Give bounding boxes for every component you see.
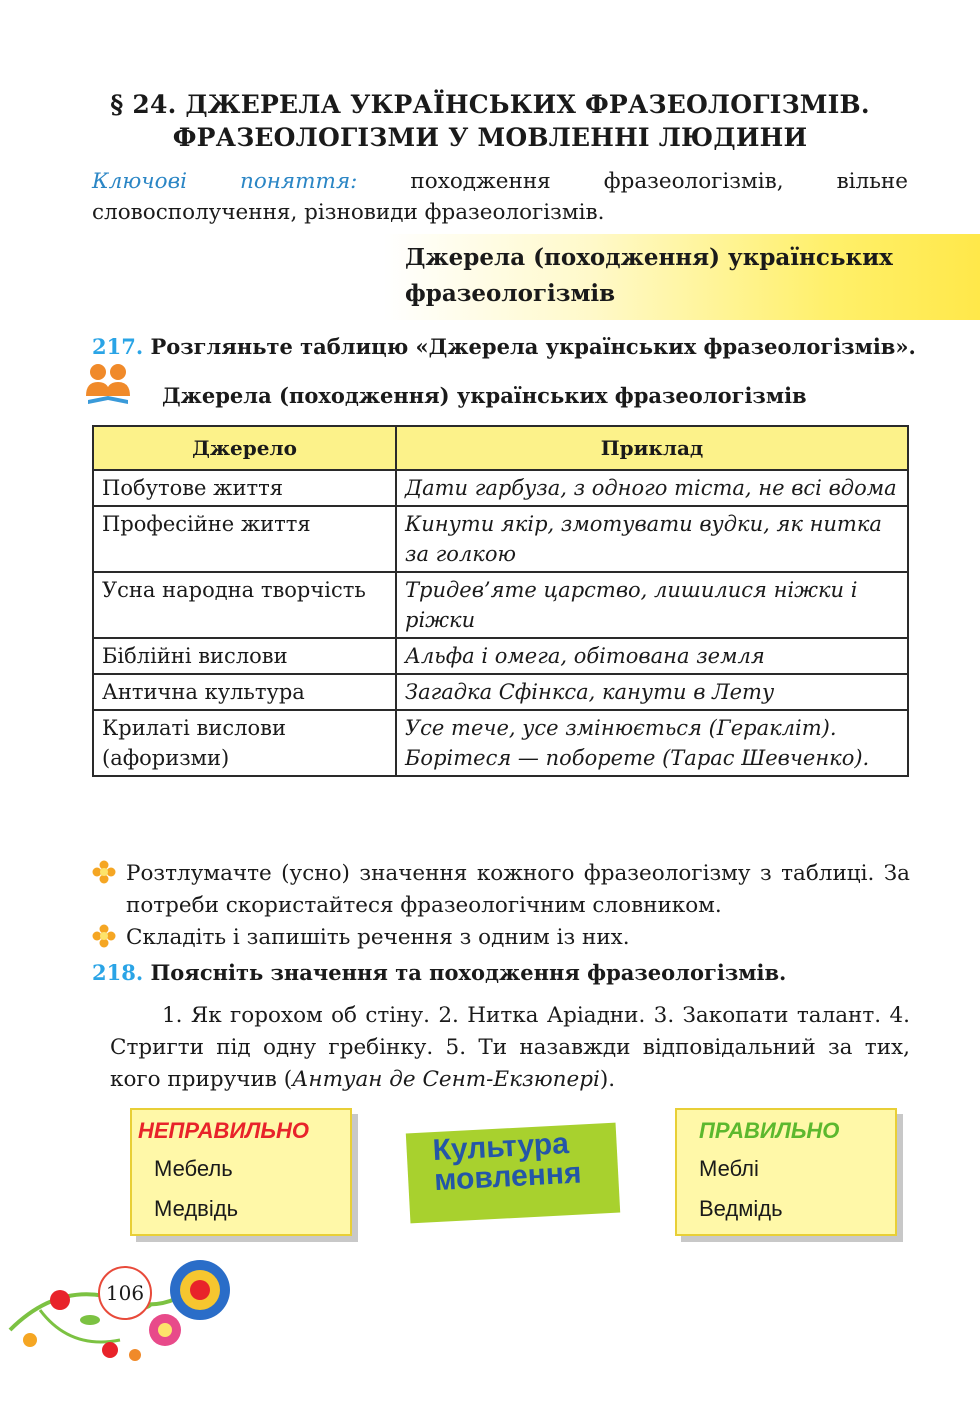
source-cell: Професійне життя	[93, 506, 396, 572]
table-row	[93, 506, 908, 572]
task-text: Поясніть значення та походження фразеологізмів.	[150, 960, 787, 985]
section-heading-line-2: фразеологізмів	[405, 280, 616, 307]
culture-label	[432, 1128, 582, 1196]
body-text-end: ).	[599, 1067, 616, 1092]
right-heading: ПРАВИЛЬНО	[699, 1118, 840, 1143]
example-cell: Загадка Сфінкса, канути в Лету	[396, 674, 908, 710]
source-cell: Біблійні вислови	[93, 638, 396, 674]
task-217	[92, 334, 916, 359]
column-header-source: Джерело	[93, 426, 396, 470]
example-cell: Дати гарбуза, з одного тіста, не всі вдома	[396, 470, 908, 506]
example-cell: Усе тече, усе змінюється (Геракліт). Борітеся — поборете (Тарас Шевченко).	[396, 710, 908, 776]
example-cell: Тридев’яте царство, лишилися ніжки і ріжки	[396, 572, 908, 638]
source-cell: Побутове життя	[93, 470, 396, 506]
sources-table	[92, 425, 909, 777]
table-row	[93, 710, 908, 776]
wrong-word: Медвідь	[154, 1196, 239, 1221]
table-row	[93, 470, 908, 506]
task-218	[92, 960, 786, 985]
right-box	[675, 1108, 897, 1236]
table-caption: Джерела (походження) українських фразеологізмів	[162, 383, 807, 408]
wrong-heading: НЕПРАВИЛЬНО	[138, 1118, 309, 1143]
source-cell: Крилаті вислови (афоризми)	[93, 710, 396, 776]
section-heading	[405, 240, 925, 312]
wrong-word: Мебель	[154, 1156, 233, 1181]
key-concepts	[92, 166, 908, 228]
source-cell: Усна народна творчість	[93, 572, 396, 638]
group-work-icon	[84, 360, 134, 408]
page-title	[60, 88, 920, 154]
page-number: 106	[98, 1266, 152, 1320]
bullet-item: Складіть і запишіть речення з одним із них.	[126, 925, 630, 950]
right-word: Меблі	[699, 1156, 759, 1181]
column-header-example: Приклад	[396, 426, 908, 470]
source-cell: Антична культура	[93, 674, 396, 710]
example-cell: Альфа і омега, обітована земля	[396, 638, 908, 674]
table-row	[93, 674, 908, 710]
culture-of-speech-badge	[406, 1123, 620, 1224]
key-concepts-text: походження фразеологізмів, вільне словосполучення, різновиди фразеологізмів.	[92, 169, 908, 225]
task-218-body	[110, 1000, 910, 1096]
title-line-1: § 24. ДЖЕРЕЛА УКРАЇНСЬКИХ ФРАЗЕОЛОГІЗМІВ.	[110, 90, 870, 119]
title-line-2: ФРАЗЕОЛОГІЗМИ У МОВЛЕННІ ЛЮДИНИ	[172, 123, 808, 152]
body-text: 1. Як горохом об стіну. 2. Нитка Аріадни. 3. Закопати талант. 4. Стригти під одну гребінку. 5. Ти назавжди відповідальний за тих, кого приручив (	[110, 1003, 910, 1092]
example-cell: Кинути якір, змотувати вудки, як нитка за голкою	[396, 506, 908, 572]
section-heading-line-1: Джерела (походження) українських	[405, 244, 893, 271]
right-word: Ведмідь	[699, 1196, 783, 1221]
author: Антуан де Сент-Екзюпері	[292, 1067, 600, 1092]
table-row	[93, 638, 908, 674]
wrong-box	[130, 1108, 352, 1236]
key-concepts-label: Ключові поняття:	[92, 169, 358, 194]
task-number: 218.	[92, 960, 144, 985]
culture-label-line-1: Культура	[431, 1127, 570, 1168]
culture-label-line-2: мовлення	[433, 1156, 583, 1198]
table-row	[93, 572, 908, 638]
bullet-item: Розтлумачте (усно) значення кожного фразеологізму з таблиці. За потреби скористайтеся фразеологічним словником.	[126, 861, 910, 918]
table-header-row	[93, 426, 908, 470]
task-text: Розгляньте таблицю «Джерела українських фразеологізмів».	[150, 334, 916, 359]
task-number: 217.	[92, 334, 144, 359]
